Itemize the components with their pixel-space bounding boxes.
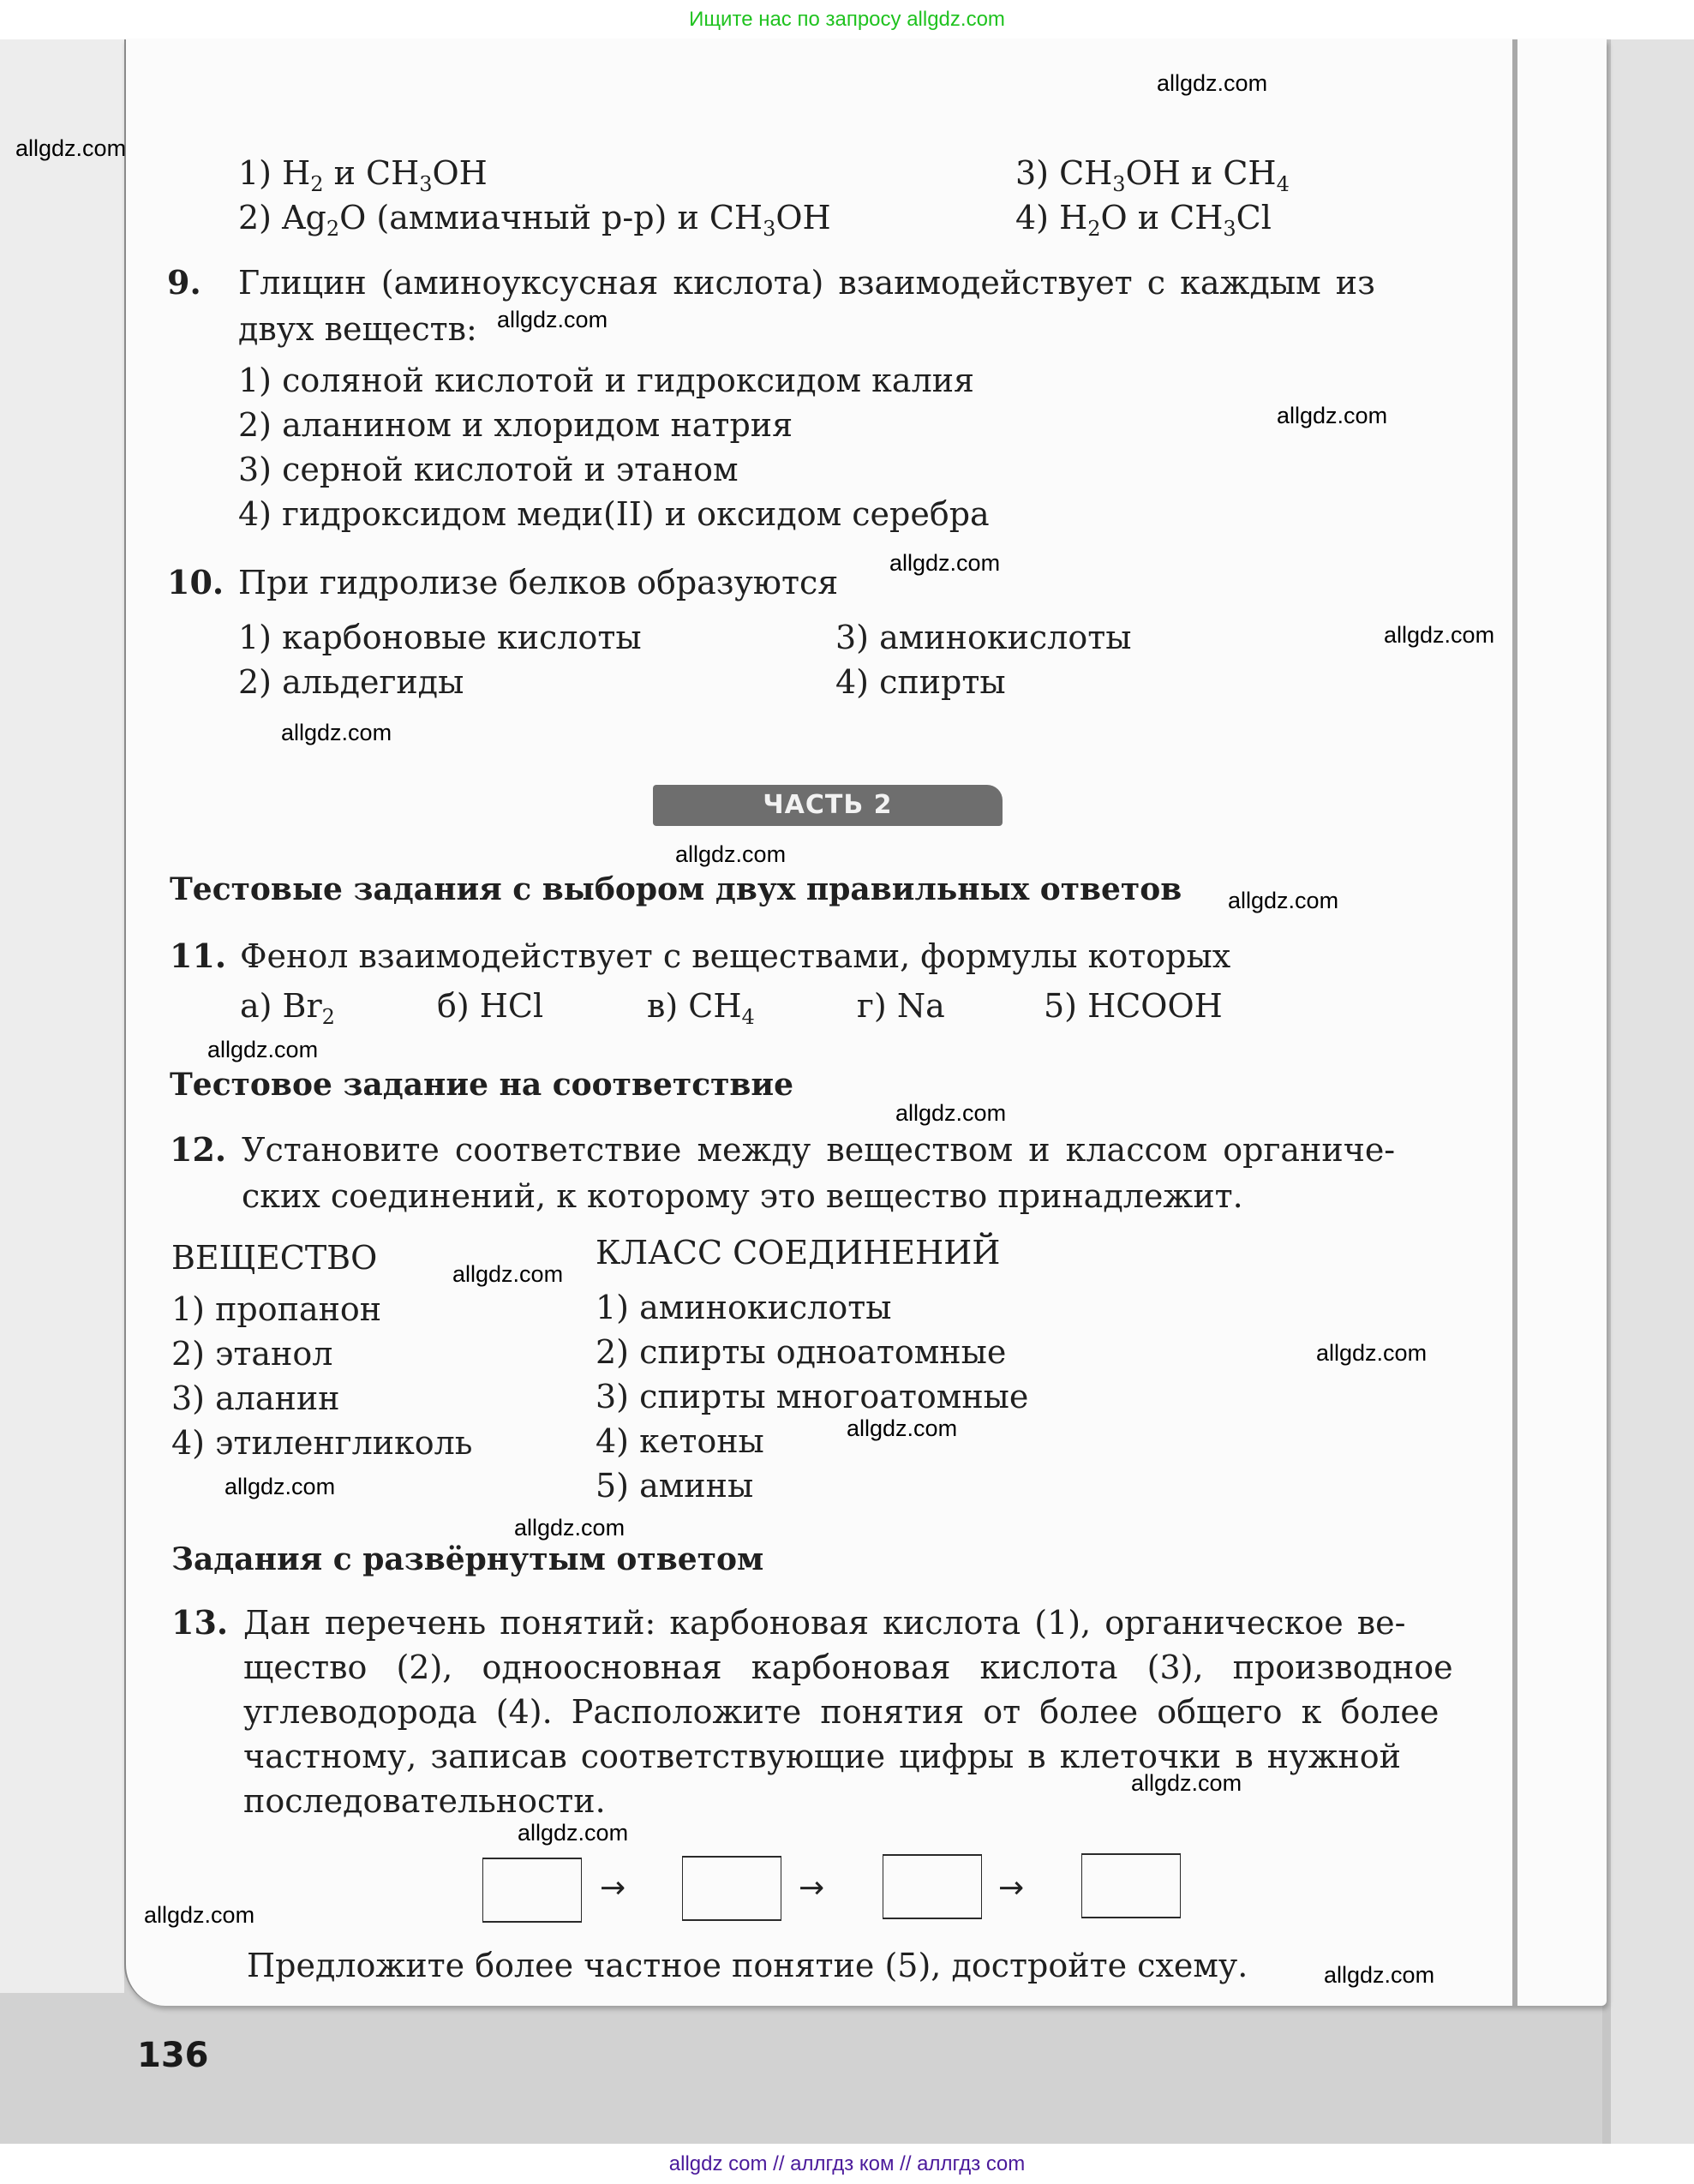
watermark: allgdz.com bbox=[224, 1474, 336, 1499]
q11-option-b: б) HCl bbox=[437, 987, 544, 1025]
q9-option-4: 4) гидроксидом меди(II) и оксидом серебра bbox=[238, 495, 990, 533]
scheme-box-1[interactable] bbox=[482, 1858, 582, 1923]
watermark: allgdz.com bbox=[1277, 403, 1388, 428]
watermark: allgdz.com bbox=[452, 1261, 564, 1287]
watermark: allgdz.com bbox=[1228, 888, 1339, 913]
q11-text: Фенол взаимодействует с веществами, формулы которых bbox=[240, 937, 1231, 975]
q11-option-v: в) $CH_4$ bbox=[647, 987, 755, 1029]
scheme-arrow-3: → bbox=[998, 1870, 1025, 1906]
q11-option-g: г) Na bbox=[857, 987, 945, 1025]
q13-line-1: Дан перечень понятий: карбоновая кислота (1), органическое ве- bbox=[243, 1604, 1406, 1642]
watermark: allgdz.com bbox=[514, 1515, 626, 1541]
watermark: allgdz.com bbox=[1384, 622, 1495, 648]
q9-number: 9. bbox=[167, 263, 201, 302]
q13-line-2: щество (2), одноосновная карбоновая кислота (3), производное bbox=[243, 1648, 1453, 1686]
q13-number: 13. bbox=[171, 1603, 229, 1642]
watermark: allgdz.com bbox=[1324, 1962, 1435, 1988]
q11-option-a: а) $Br_2$ bbox=[240, 987, 335, 1029]
watermark: allgdz.com bbox=[895, 1100, 1007, 1126]
watermark: allgdz.com bbox=[889, 550, 1001, 576]
q10-number: 10. bbox=[167, 563, 224, 601]
q9-text-line2: двух веществ: bbox=[238, 310, 477, 348]
q13-final-instruction: Предложите более частное понятие (5), достройте схему. bbox=[247, 1947, 1248, 1984]
q9-option-2: 2) аланином и хлоридом натрия bbox=[238, 406, 793, 444]
scheme-arrow-1: → bbox=[600, 1870, 626, 1906]
bottom-banner[interactable]: allgdz com // аллгдз ком // аллгдз com bbox=[0, 2144, 1694, 2184]
q8-option-4: 4) $H_2O$ и $CH_3Cl$ bbox=[1015, 199, 1272, 241]
watermark: allgdz.com bbox=[207, 1037, 319, 1062]
q12-class-1: 1) аминокислоты bbox=[596, 1289, 892, 1326]
watermark: allgdz.com bbox=[518, 1820, 629, 1846]
scan-right-margin bbox=[1611, 39, 1694, 2144]
section-match-heading: Тестовое задание на соответствие bbox=[170, 1067, 794, 1103]
section-extended-heading: Задания с развёрнутым ответом bbox=[171, 1541, 764, 1577]
watermark: allgdz.com bbox=[675, 841, 787, 867]
q10-option-2: 2) альдегиды bbox=[238, 663, 464, 701]
q10-text: При гидролизе белков образуются bbox=[238, 564, 839, 601]
q12-class-5: 5) амины bbox=[596, 1467, 754, 1505]
q12-class-4: 4) кетоны bbox=[596, 1422, 764, 1460]
q8-option-2: 2) $Ag_2O$ (аммиачный р-р) и $CH_3OH$ bbox=[238, 199, 831, 241]
top-banner[interactable]: Ищите нас по запросу allgdz.com bbox=[0, 0, 1694, 39]
watermark: allgdz.com bbox=[1316, 1340, 1428, 1366]
watermark: allgdz.com bbox=[497, 307, 608, 332]
q12-text-line2: ских соединений, к которому это вещество принадлежит. bbox=[242, 1177, 1243, 1215]
watermark: allgdz.com bbox=[144, 1902, 255, 1928]
q12-substance-1: 1) пропанон bbox=[171, 1290, 382, 1328]
q13-line-4: частному, записав соответствующие цифры в клеточки в нужной bbox=[243, 1738, 1401, 1775]
watermark: allgdz.com bbox=[1157, 70, 1268, 96]
q12-class-3: 3) спирты многоатомные bbox=[596, 1378, 1029, 1415]
q9-option-3: 3) серной кислотой и этаном bbox=[238, 451, 739, 488]
q12-substance-3: 3) аланин bbox=[171, 1379, 340, 1417]
q10-option-4: 4) спирты bbox=[835, 663, 1006, 701]
q12-number: 12. bbox=[170, 1130, 227, 1169]
q11-option-5: 5) HCOOH bbox=[1044, 987, 1223, 1025]
watermark: allgdz.com bbox=[281, 720, 392, 745]
q10-option-1: 1) карбоновые кислоты bbox=[238, 619, 642, 656]
scheme-box-4[interactable] bbox=[1081, 1853, 1181, 1918]
scheme-box-3[interactable] bbox=[883, 1854, 982, 1919]
q13-line-5: последовательности. bbox=[243, 1782, 606, 1820]
q12-substance-4: 4) этиленгликоль bbox=[171, 1424, 473, 1462]
q10-option-3: 3) аминокислоты bbox=[835, 619, 1132, 656]
scan-left-margin bbox=[0, 39, 127, 1993]
q11-number: 11. bbox=[170, 936, 227, 975]
page-edge bbox=[1512, 39, 1517, 2006]
q13-line-3: углеводорода (4). Расположите понятия от более общего к более bbox=[243, 1693, 1440, 1731]
q8-option-1: 1) $H_2$ и $CH_3OH$ bbox=[238, 154, 488, 196]
page-number: 136 bbox=[137, 2036, 209, 2075]
watermark: allgdz.com bbox=[15, 135, 127, 161]
q12-class-2: 2) спирты одноатомные bbox=[596, 1333, 1007, 1371]
q12-text-line1: Установите соответствие между веществом и классом органиче- bbox=[242, 1131, 1396, 1169]
watermark: allgdz.com bbox=[847, 1415, 958, 1441]
q9-text-line1: Глицин (аминоуксусная кислота) взаимодействует с каждым из bbox=[238, 264, 1375, 302]
q12-class-header: КЛАСС СОЕДИНЕНИЙ bbox=[596, 1234, 1001, 1272]
q9-option-1: 1) соляной кислотой и гидроксидом калия bbox=[238, 362, 975, 399]
scheme-arrow-2: → bbox=[799, 1870, 825, 1906]
q12-substance-2: 2) этанол bbox=[171, 1335, 333, 1373]
scheme-box-2[interactable] bbox=[682, 1856, 781, 1921]
q12-substance-header: ВЕЩЕСТВО bbox=[171, 1239, 378, 1277]
watermark: allgdz.com bbox=[1131, 1770, 1242, 1796]
q8-option-3: 3) $CH_3OH$ и $CH_4$ bbox=[1015, 154, 1290, 196]
part-2-badge: ЧАСТЬ 2 bbox=[653, 785, 1003, 826]
section-two-answers-heading: Тестовые задания с выбором двух правильных ответов bbox=[170, 871, 1182, 907]
